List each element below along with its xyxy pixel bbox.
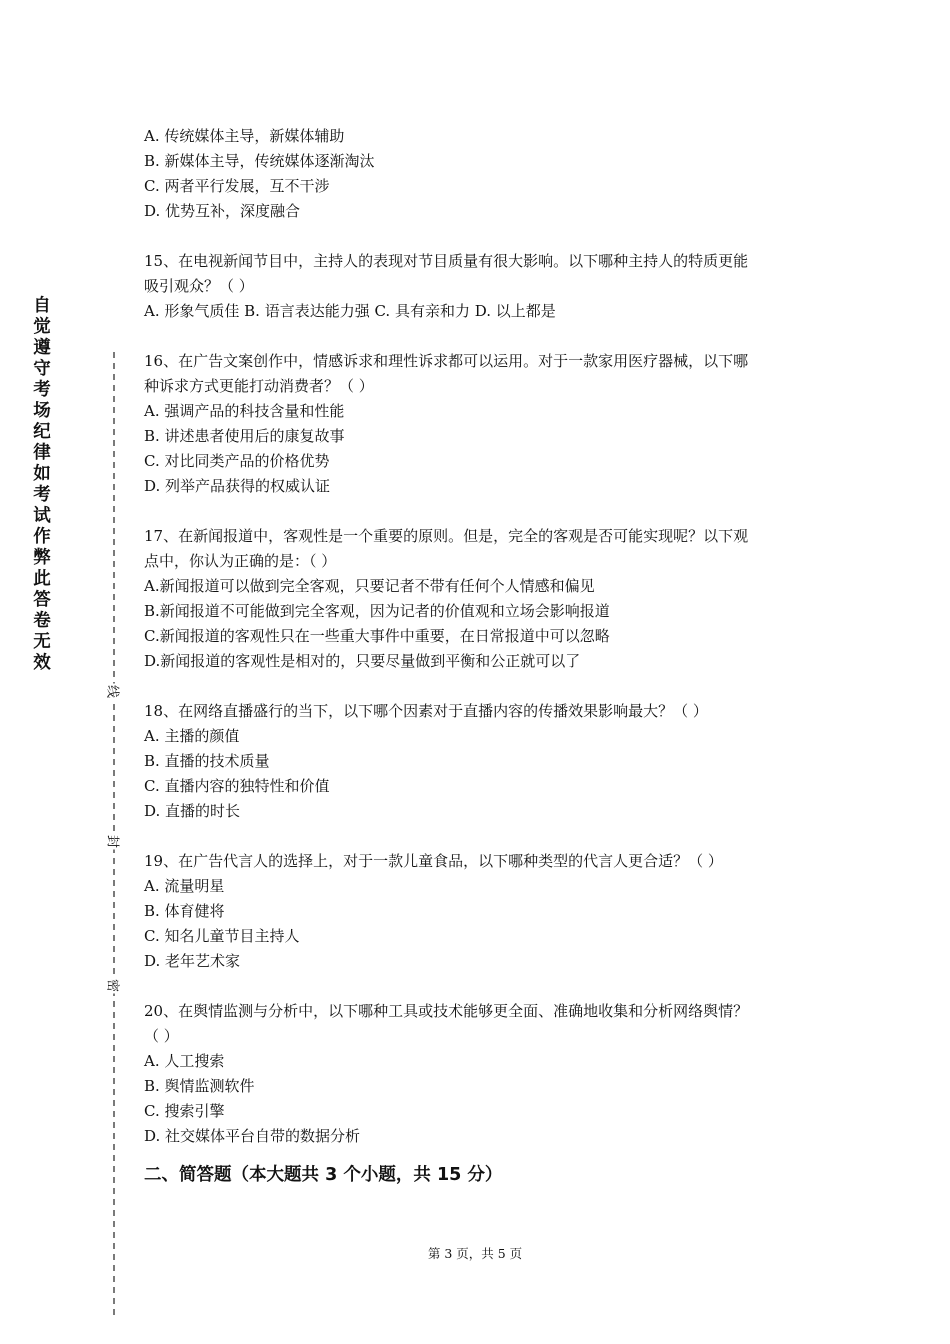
binding-mark-seal: 封: [105, 834, 124, 850]
question-16: [144, 349, 816, 499]
option: D. 优势互补，深度融合: [144, 202, 301, 220]
question-options: A. 形象气质佳 B. 语言表达能力强 C. 具有亲和力 D. 以上都是: [144, 302, 556, 320]
option: A. 主播的颜值: [144, 727, 240, 745]
option: C. 知名儿童节目主持人: [144, 927, 300, 945]
option: A. 强调产品的科技含量和性能: [144, 402, 345, 420]
question-stem: 16、在广告文案创作中，情感诉求和理性诉求都可以运用。对于一款家用医疗器械，以下哪: [144, 352, 749, 370]
option: C. 对比同类产品的价格优势: [144, 452, 330, 470]
option: D. 列举产品获得的权威认证: [144, 477, 331, 495]
question-stem: 20、在舆情监测与分析中，以下哪种工具或技术能够更全面、准确地收集和分析网络舆情？: [144, 1002, 749, 1020]
option: B. 讲述患者使用后的康复故事: [144, 427, 345, 445]
question-stem: 17、在新闻报道中，客观性是一个重要的原则。但是，完全的客观是否可能实现呢？以下观: [144, 527, 749, 545]
option: A.新闻报道可以做到完全客观，只要记者不带有任何个人情感和偏见: [144, 577, 595, 595]
option: D. 社交媒体平台自带的数据分析: [144, 1127, 361, 1145]
option: D. 直播的时长: [144, 802, 241, 820]
question-17: [144, 524, 816, 674]
question-20: [144, 999, 816, 1149]
option: C. 搜索引擎: [144, 1102, 225, 1120]
question-14-options: [144, 124, 816, 224]
question-stem: （ ）: [144, 1027, 179, 1045]
option: C. 直播内容的独特性和价值: [144, 777, 330, 795]
option: C. 两者平行发展，互不干涉: [144, 177, 330, 195]
option: A. 流量明星: [144, 877, 225, 895]
question-15: [144, 249, 816, 324]
question-stem: 15、在电视新闻节目中，主持人的表现对节目质量有很大影响。以下哪种主持人的特质更能: [144, 252, 749, 270]
question-18: [144, 699, 816, 824]
option: B. 舆情监测软件: [144, 1077, 255, 1095]
question-stem: 19、在广告代言人的选择上，对于一款儿童食品，以下哪种类型的代言人更合适？（ ）: [144, 852, 723, 870]
option: D. 老年艺术家: [144, 952, 241, 970]
option: B. 直播的技术质量: [144, 752, 270, 770]
binding-mark-line: 线: [105, 684, 124, 700]
question-stem: 点中，你认为正确的是：（ ）: [144, 552, 337, 570]
question-content: [144, 124, 816, 1188]
option: D.新闻报道的客观性是相对的，只要尽量做到平衡和公正就可以了: [144, 652, 581, 670]
page-number: 第 3 页，共 5 页: [427, 1246, 523, 1261]
binding-mark-secret: 密: [105, 978, 124, 994]
question-stem: 吸引观众？（ ）: [144, 277, 254, 295]
option: A. 人工搜索: [144, 1052, 225, 1070]
question-stem: 种诉求方式更能打动消费者？（ ）: [144, 377, 374, 395]
question-19: [144, 849, 816, 974]
option: B.新闻报道不可能做到完全客观，因为记者的价值观和立场会影响报道: [144, 602, 610, 620]
question-stem: 18、在网络直播盛行的当下，以下哪个因素对于直播内容的传播效果影响最大？（ ）: [144, 702, 708, 720]
exam-discipline-notice: 自觉遵守考场纪律如考试作弊此答卷无效: [33, 296, 51, 673]
option: A. 传统媒体主导，新媒体辅助: [144, 127, 345, 145]
option: C.新闻报道的客观性只在一些重大事件中重要，在日常报道中可以忽略: [144, 627, 610, 645]
option: B. 新媒体主导，传统媒体逐渐淘汰: [144, 152, 375, 170]
option: B. 体育健将: [144, 902, 225, 920]
section-heading: 二、简答题（本大题共 3 个小题，共 15 分）: [144, 1165, 503, 1185]
